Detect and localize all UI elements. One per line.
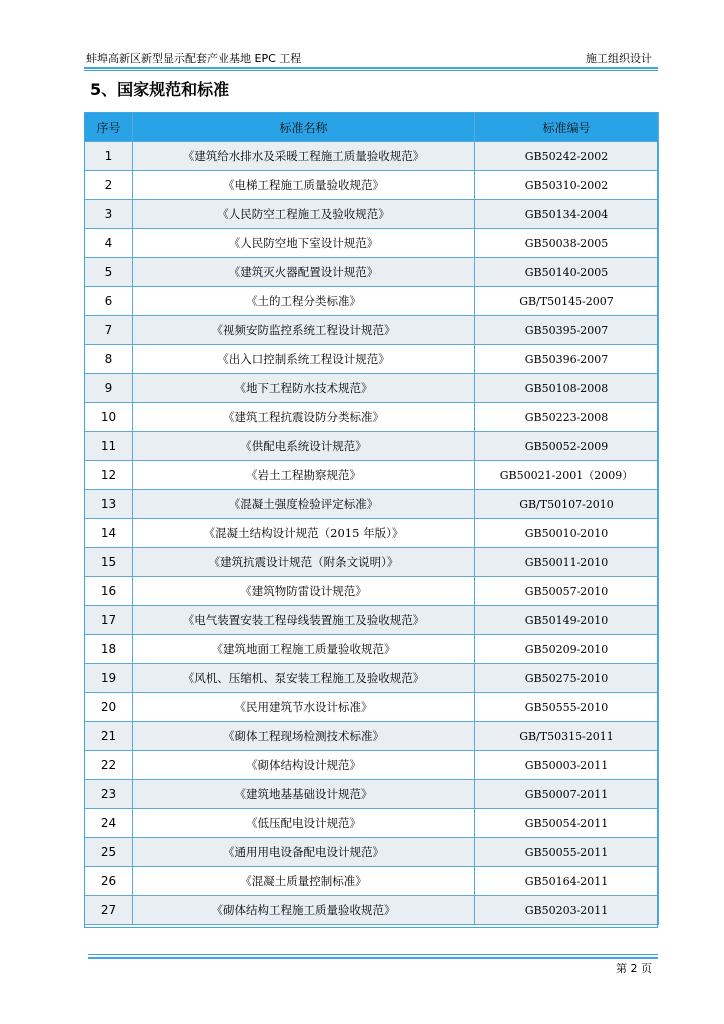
standard-name: 《视频安防监控系统工程设计规范》	[133, 316, 475, 345]
standard-name: 《电梯工程施工质量验收规范》	[133, 171, 475, 200]
standard-code: GB50555-2010	[475, 693, 659, 722]
footer-rule	[88, 957, 658, 959]
row-index: 5	[85, 258, 133, 287]
standards-table	[84, 112, 659, 925]
row-index: 19	[85, 664, 133, 693]
standard-name: 《民用建筑节水设计标准》	[133, 693, 475, 722]
standard-code: GB50223-2008	[475, 403, 659, 432]
standard-name: 《低压配电设计规范》	[133, 809, 475, 838]
table-body	[85, 142, 659, 925]
column-header-name: 标准名称	[133, 113, 475, 142]
standard-code: GB50054-2011	[475, 809, 659, 838]
page-header	[84, 52, 656, 66]
standard-name: 《土的工程分类标准》	[133, 287, 475, 316]
standard-name: 《电气装置安装工程母线装置施工及验收规范》	[133, 606, 475, 635]
standard-code: GB50149-2010	[475, 606, 659, 635]
table-row	[85, 142, 659, 171]
table-row	[85, 780, 659, 809]
standard-name: 《混凝土强度检验评定标准》	[133, 490, 475, 519]
standard-code: GB/T50315-2011	[475, 722, 659, 751]
standard-name: 《建筑给水排水及采暖工程施工质量验收规范》	[133, 142, 475, 171]
standard-name: 《岩土工程勘察规范》	[133, 461, 475, 490]
table-row	[85, 693, 659, 722]
row-index: 14	[85, 519, 133, 548]
standard-code: GB50140-2005	[475, 258, 659, 287]
table-row	[85, 751, 659, 780]
row-index: 10	[85, 403, 133, 432]
standard-name: 《混凝土结构设计规范（2015 年版）》	[133, 519, 475, 548]
row-index: 25	[85, 838, 133, 867]
standard-name: 《出入口控制系统工程设计规范》	[133, 345, 475, 374]
row-index: 21	[85, 722, 133, 751]
row-index: 27	[85, 896, 133, 925]
standard-name: 《混凝土质量控制标准》	[133, 867, 475, 896]
table-row	[85, 345, 659, 374]
standard-name: 《砌体工程现场检测技术标准》	[133, 722, 475, 751]
table-row	[85, 403, 659, 432]
column-header-code: 标准编号	[475, 113, 659, 142]
header-rule	[84, 67, 658, 69]
row-index: 26	[85, 867, 133, 896]
table-header-row	[85, 113, 659, 142]
standard-code: GB50203-2011	[475, 896, 659, 925]
standard-name: 《建筑地基基础设计规范》	[133, 780, 475, 809]
standard-code: GB/T50145-2007	[475, 287, 659, 316]
standard-code: GB50396-2007	[475, 345, 659, 374]
standard-code: GB50108-2008	[475, 374, 659, 403]
standard-code: GB/T50107-2010	[475, 490, 659, 519]
table-row	[85, 316, 659, 345]
standard-name: 《通用用电设备配电设计规范》	[133, 838, 475, 867]
standard-name: 《建筑抗震设计规范（附条文说明）》	[133, 548, 475, 577]
standard-name: 《人民防空地下室设计规范》	[133, 229, 475, 258]
standard-name: 《供配电系统设计规范》	[133, 432, 475, 461]
row-index: 18	[85, 635, 133, 664]
row-index: 2	[85, 171, 133, 200]
row-index: 13	[85, 490, 133, 519]
standard-code: GB50011-2010	[475, 548, 659, 577]
row-index: 20	[85, 693, 133, 722]
row-index: 17	[85, 606, 133, 635]
standard-code: GB50164-2011	[475, 867, 659, 896]
row-index: 11	[85, 432, 133, 461]
row-index: 22	[85, 751, 133, 780]
standard-code: GB50209-2010	[475, 635, 659, 664]
table-row	[85, 200, 659, 229]
standard-code: GB50021-2001（2009）	[475, 461, 659, 490]
table-row	[85, 519, 659, 548]
standard-name: 《人民防空工程施工及验收规范》	[133, 200, 475, 229]
standard-name: 《砌体结构设计规范》	[133, 751, 475, 780]
table-row	[85, 171, 659, 200]
document-type: 施工组织设计	[586, 52, 652, 65]
table-row	[85, 548, 659, 577]
table-row	[85, 867, 659, 896]
table-row	[85, 809, 659, 838]
standard-name: 《建筑地面工程施工质量验收规范》	[133, 635, 475, 664]
table-row	[85, 258, 659, 287]
row-index: 7	[85, 316, 133, 345]
row-index: 1	[85, 142, 133, 171]
standard-code: GB50007-2011	[475, 780, 659, 809]
row-index: 15	[85, 548, 133, 577]
row-index: 12	[85, 461, 133, 490]
standard-code: GB50134-2004	[475, 200, 659, 229]
standard-code: GB50010-2010	[475, 519, 659, 548]
standard-code: GB50038-2005	[475, 229, 659, 258]
column-header-index: 序号	[85, 113, 133, 142]
standard-code: GB50052-2009	[475, 432, 659, 461]
standard-name: 《建筑灭火器配置设计规范》	[133, 258, 475, 287]
row-index: 24	[85, 809, 133, 838]
row-index: 8	[85, 345, 133, 374]
standard-code: GB50057-2010	[475, 577, 659, 606]
table-row	[85, 635, 659, 664]
table-row	[85, 432, 659, 461]
row-index: 16	[85, 577, 133, 606]
header-rule-thin	[84, 70, 658, 71]
table-row	[85, 490, 659, 519]
table-row	[85, 606, 659, 635]
row-index: 6	[85, 287, 133, 316]
standard-name: 《建筑物防雷设计规范》	[133, 577, 475, 606]
standard-code: GB50242-2002	[475, 142, 659, 171]
project-title: 蚌埠高新区新型显示配套产业基地 EPC 工程	[86, 52, 302, 65]
table-row	[85, 374, 659, 403]
table-row	[85, 577, 659, 606]
standard-name: 《砌体结构工程施工质量验收规范》	[133, 896, 475, 925]
table-row	[85, 461, 659, 490]
footer-rule-thin	[88, 954, 658, 955]
standard-code: GB50055-2011	[475, 838, 659, 867]
standard-name: 《建筑工程抗震设防分类标准》	[133, 403, 475, 432]
standard-code: GB50395-2007	[475, 316, 659, 345]
row-index: 9	[85, 374, 133, 403]
table-row	[85, 664, 659, 693]
table-row	[85, 287, 659, 316]
table-row	[85, 838, 659, 867]
standard-code: GB50003-2011	[475, 751, 659, 780]
standard-code: GB50310-2002	[475, 171, 659, 200]
section-title: 5、国家规范和标准	[90, 80, 230, 99]
standard-code: GB50275-2010	[475, 664, 659, 693]
table-row	[85, 229, 659, 258]
table-row	[85, 722, 659, 751]
row-index: 4	[85, 229, 133, 258]
standard-name: 《地下工程防水技术规范》	[133, 374, 475, 403]
row-index: 23	[85, 780, 133, 809]
table-row	[85, 896, 659, 925]
standard-name: 《风机、压缩机、泵安装工程施工及验收规范》	[133, 664, 475, 693]
page-number: 第 2 页	[616, 962, 652, 975]
row-index: 3	[85, 200, 133, 229]
